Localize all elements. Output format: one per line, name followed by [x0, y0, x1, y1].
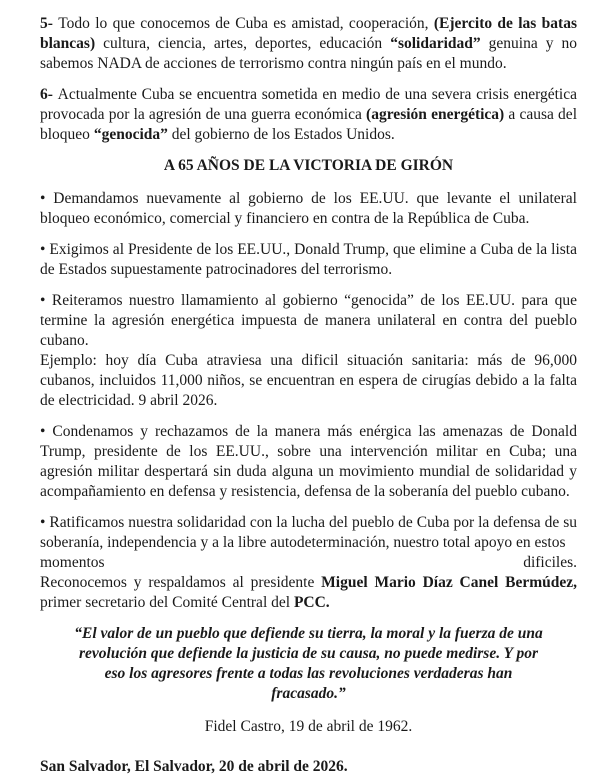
paragraph-5-bold-batas-blancas: (Ejercito de las batas blancas) — [40, 15, 577, 52]
paragraph-5-number: 5- — [40, 15, 59, 32]
place-date-line: San Salvador, El Salvador, 20 de abril de 2026. — [40, 758, 348, 775]
spread-word-right: dificiles. — [523, 554, 577, 571]
paragraph-6-bold-genocida: “genocida” — [93, 126, 172, 143]
paragraph-5-bold-solidaridad: “solidaridad” — [390, 35, 489, 52]
bullet-item-reitera-text: • Reiteramos nuestro llamamiento al gobierno “genocida” de los EE.UU. para que termine la agresión energética impuesta de manera unilateral en contra del pueblo cubano. — [40, 292, 577, 349]
paragraph-6-text-c: del gobierno de los Estados Unidos. — [171, 126, 395, 143]
spread-word-left: momentos — [40, 554, 105, 571]
fidel-castro-quote: “El valor de un pueblo que defiende su tierra, la moral y la fuerza de una revolución que defiende la justicia de su causa, no puede medirse. Y por eso los agresores frente a todas las revoluciones verdaderas han fracasado.” — [74, 625, 543, 702]
recognition-text-a: Reconocemos y respaldamos al presidente — [40, 574, 322, 591]
paragraph-6-text-a: Actualmente Cuba se encuentra sometida en medio de una severa crisis energética provocada por la agresión de una guerra económica — [40, 86, 577, 123]
paragraph-5-text-b: cultura, ciencia, artes, deportes, educación — [103, 35, 391, 52]
recognition-bold-pcc: PCC. — [293, 594, 330, 611]
paragraph-5-text-c: genuina y no sabemos NADA de acciones de terrorismo contra ningún país en el mundo. — [40, 35, 577, 72]
paragraph-6-text-b: a causa del bloqueo — [40, 106, 577, 143]
quote-attribution: Fidel Castro, 19 de abril de 1962. — [204, 718, 413, 735]
bullet-item-demand: • Demandamos nuevamente al gobierno de los EE.UU. que levante el unilateral bloqueo económico, comercial y financiero en contra de la República de Cuba. — [40, 190, 577, 227]
justified-spread-line — [40, 553, 577, 573]
paragraph-5-text-a: Todo lo que conocemos de Cuba es amistad, cooperación, — [58, 15, 434, 32]
paragraph-5 — [40, 14, 577, 74]
bullet-item-ratifica-recognition — [40, 573, 577, 613]
recognition-text-b: primer secretario del Comité Central del — [40, 594, 294, 611]
bullet-item-reitera — [40, 291, 577, 411]
bullet-item-exige: • Exigimos al Presidente de los EE.UU., Donald Trump, que elimine a Cuba de la lista de Estados supuestamente patrocinadores del terrorismo. — [40, 241, 577, 278]
paragraph-6 — [40, 85, 577, 145]
bullet-item-ratifica-text: • Ratificamos nuestra solidaridad con la lucha del pueblo de Cuba por la defensa de su soberanía, independencia y a la libre autodeterminación, nuestro total apoyo en estos — [40, 514, 577, 551]
bullet-item-condena: • Condenamos y rechazamos de la manera más enérgica las amenazas de Donald Trump, presidente de los EE.UU., sobre una intervención militar en Cuba; una agresión militar despertará sin duda alguna un movimiento mundial de solidaridad y acompañamiento en defensa y resistencia, defensa de la soberanía del pueblo cubano. — [40, 423, 577, 500]
paragraph-6-bold-agresion-energetica: (agresión energética) — [366, 106, 509, 123]
bullet-item-ratifica — [40, 513, 577, 613]
recognition-bold-president-name: Miguel Mario Díaz Canel Bermúdez, — [321, 574, 577, 591]
paragraph-6-number: 6- — [40, 86, 58, 103]
section-heading: A 65 AÑOS DE LA VICTORIA DE GIRÓN — [163, 157, 454, 174]
bullet-item-reitera-example: Ejemplo: hoy día Cuba atraviesa una dificil situación sanitaria: más de 96,000 cubanos, incluidos 11,000 niños, se encuentran en espera de cirugías debido a la falta de electricidad. 9 abril 2026. — [40, 352, 577, 409]
